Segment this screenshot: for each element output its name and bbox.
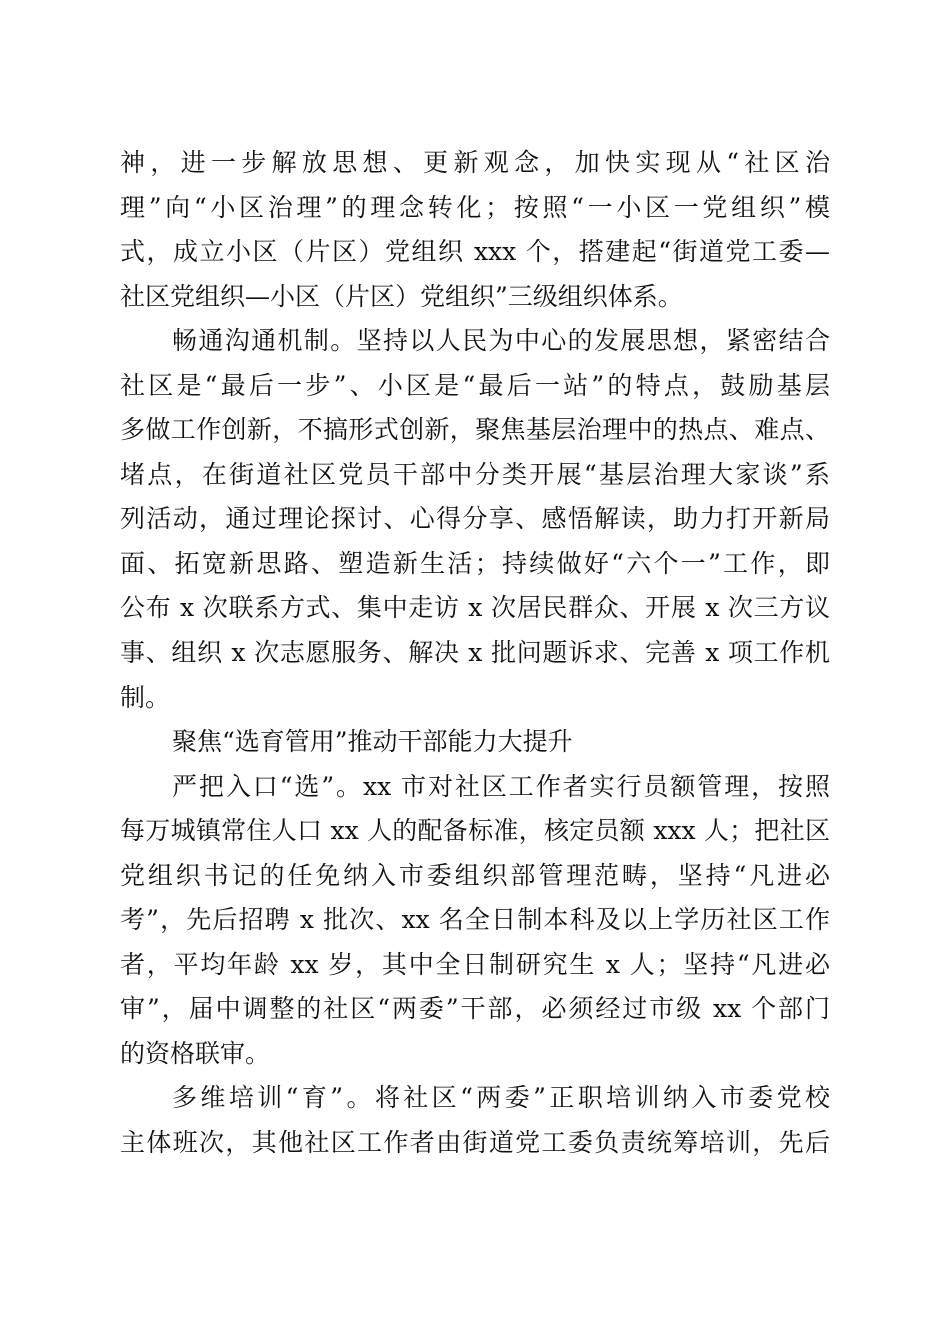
text-line: 主体班次，其他社区工作者由街道党工委负责统筹培训，先后	[120, 1128, 830, 1158]
text-line: 每万城镇常住人口 xx 人的配备标准，核定员额 xxx 人；把社区	[120, 816, 830, 846]
document-page	[120, 141, 830, 1166]
paragraph	[120, 765, 830, 1077]
paragraph	[120, 720, 830, 765]
text-line: 审”，届中调整的社区“两委”干部，必须经过市级 xx 个部门	[120, 994, 830, 1024]
text-line: 面、拓宽新思路、塑造新生活；持续做好“六个一”工作，即	[120, 548, 830, 578]
text-line: 聚焦“选育管用”推动干部能力大提升	[172, 727, 573, 757]
text-line: 考”，先后招聘 x 批次、xx 名全日制本科及以上学历社区工作	[120, 905, 830, 935]
text-line: 多做工作创新，不搞形式创新，聚焦基层治理中的热点、难点、	[120, 415, 830, 445]
text-line: 公布 x 次联系方式、集中走访 x 次居民群众、开展 x 次三方议	[120, 593, 830, 623]
text-line: 事、组织 x 次志愿服务、解决 x 批问题诉求、完善 x 项工作机	[120, 638, 830, 668]
text-line: 列活动，通过理论探讨、心得分享、感悟解读，助力打开新局	[120, 504, 830, 534]
text-line: 制。	[120, 682, 171, 712]
text-line: 畅通沟通机制。坚持以人民为中心的发展思想，紧密结合	[172, 326, 830, 356]
text-line: 理”向“小区治理”的理念转化；按照“一小区一党组织”模	[120, 192, 830, 222]
text-line: 者，平均年龄 xx 岁，其中全日制研究生 x 人；坚持“凡进必	[120, 949, 830, 979]
text-line: 式，成立小区（片区）党组织 xxx 个，搭建起“街道党工委—	[120, 237, 830, 267]
text-line: 的资格联审。	[120, 1038, 271, 1068]
text-line: 堵点，在街道社区党员干部中分类开展“基层治理大家谈”系	[120, 459, 830, 489]
paragraph	[120, 141, 830, 319]
text-line: 社区党组织—小区（片区）党组织”三级组织体系。	[120, 281, 683, 311]
paragraph	[120, 319, 830, 720]
text-line: 社区是“最后一步”、小区是“最后一站”的特点，鼓励基层	[120, 370, 830, 400]
text-line: 多维培训“育”。将社区“两委”正职培训纳入市委党校	[172, 1083, 830, 1113]
text-line: 神，进一步解放思想、更新观念，加快实现从“社区治	[120, 148, 830, 177]
text-line: 党组织书记的任免纳入市委组织部管理范畴，坚持“凡进必	[120, 860, 830, 890]
paragraph	[120, 1076, 830, 1165]
text-line: 严把入口“选”。xx 市对社区工作者实行员额管理，按照	[172, 771, 830, 801]
